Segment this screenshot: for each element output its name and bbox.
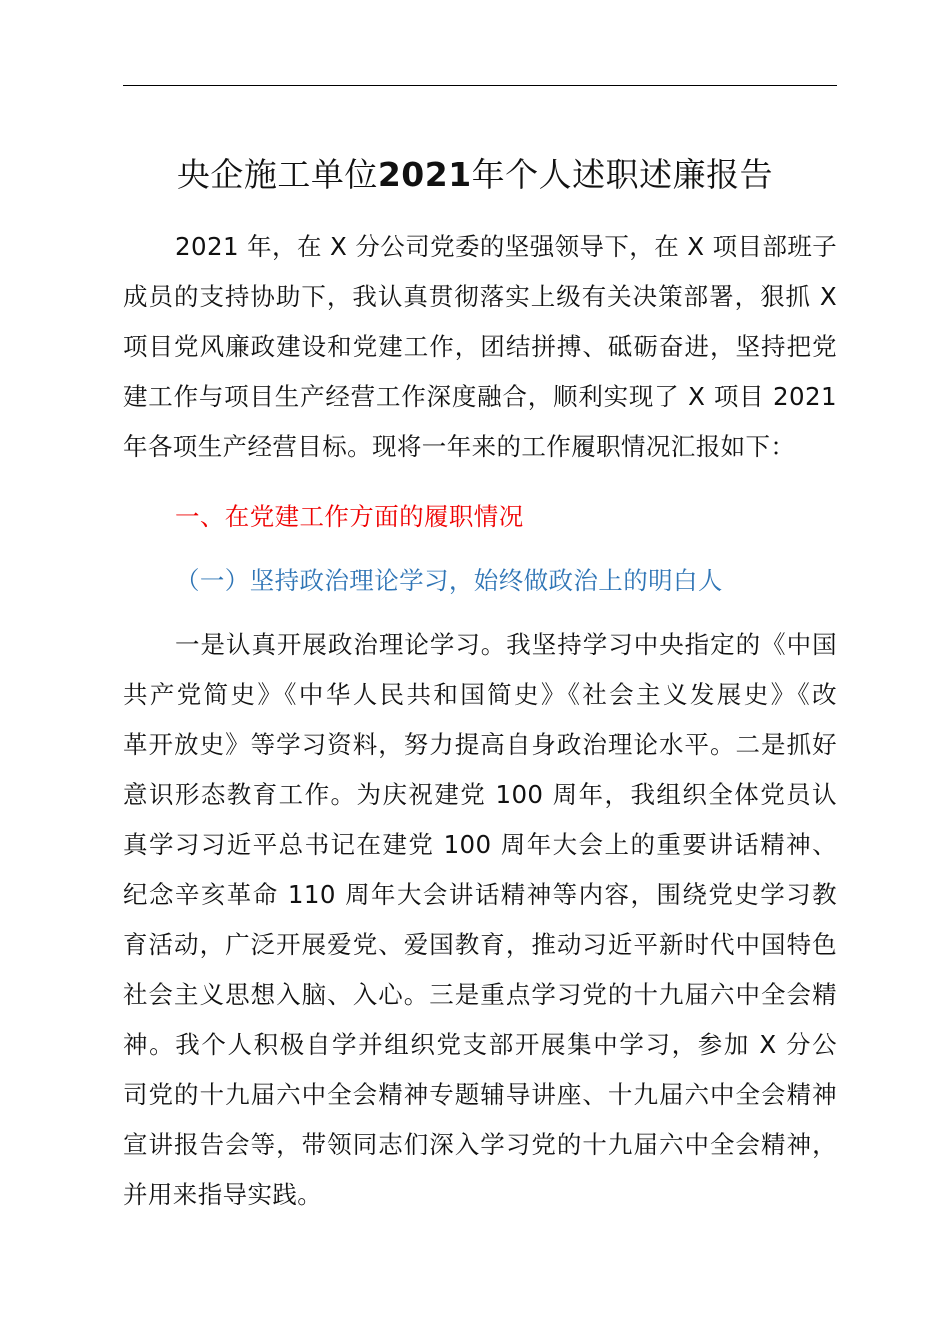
title-year: 2021 <box>377 155 472 194</box>
header-rule <box>123 85 837 86</box>
body-line: 并用来指导实践。 <box>123 1180 323 1209</box>
section-heading-1: 一、在党建工作方面的履职情况 <box>175 502 524 531</box>
body-line: 共产党简史》《中华人民共和国简史》《社会主义发展史》《改 <box>123 680 837 709</box>
body-line: 宣讲报告会等，带领同志们深入学习党的十九届六中全会精神， <box>123 1130 837 1159</box>
title-suffix: 年个人述职述廉报告 <box>471 155 774 194</box>
intro-line: 年各项生产经营目标。现将一年来的工作履职情况汇报如下： <box>123 432 796 461</box>
intro-line: 成员的支持协助下，我认真贯彻落实上级有关决策部署，狠抓 X <box>123 282 837 311</box>
title-prefix: 央企施工单位 <box>176 155 378 194</box>
intro-line: 项目党风廉政建设和党建工作，团结拼搏、砥砺奋进，坚持把党 <box>123 332 837 361</box>
body-line: 意识形态教育工作。为庆祝建党 100 周年，我组织全体党员认 <box>123 780 837 809</box>
body-line: 纪念辛亥革命 110 周年大会讲话精神等内容，围绕党史学习教 <box>123 880 837 909</box>
body-paragraph <box>123 620 837 1220</box>
body-line: 神。我个人积极自学并组织党支部开展集中学习，参加 X 分公 <box>123 1030 837 1059</box>
body-line: 一是认真开展政治理论学习。我坚持学习中央指定的《中国 <box>175 630 837 659</box>
subsection-heading-1: （一）坚持政治理论学习，始终做政治上的明白人 <box>175 566 723 595</box>
body-line: 革开放史》等学习资料，努力提高自身政治理论水平。二是抓好 <box>123 730 837 759</box>
intro-line: 建工作与项目生产经营工作深度融合，顺利实现了 X 项目 2021 <box>123 382 837 411</box>
intro-paragraph <box>123 222 837 472</box>
document-title <box>0 148 950 202</box>
body-line: 育活动，广泛开展爱党、爱国教育，推动习近平新时代中国特色 <box>123 930 837 959</box>
body-line: 司党的十九届六中全会精神专题辅导讲座、十九届六中全会精神 <box>123 1080 837 1109</box>
body-line: 真学习习近平总书记在建党 100 周年大会上的重要讲话精神、 <box>123 830 837 859</box>
body-line: 社会主义思想入脑、入心。三是重点学习党的十九届六中全会精 <box>123 980 837 1009</box>
intro-line: 2021 年，在 X 分公司党委的坚强领导下，在 X 项目部班子 <box>175 232 838 261</box>
